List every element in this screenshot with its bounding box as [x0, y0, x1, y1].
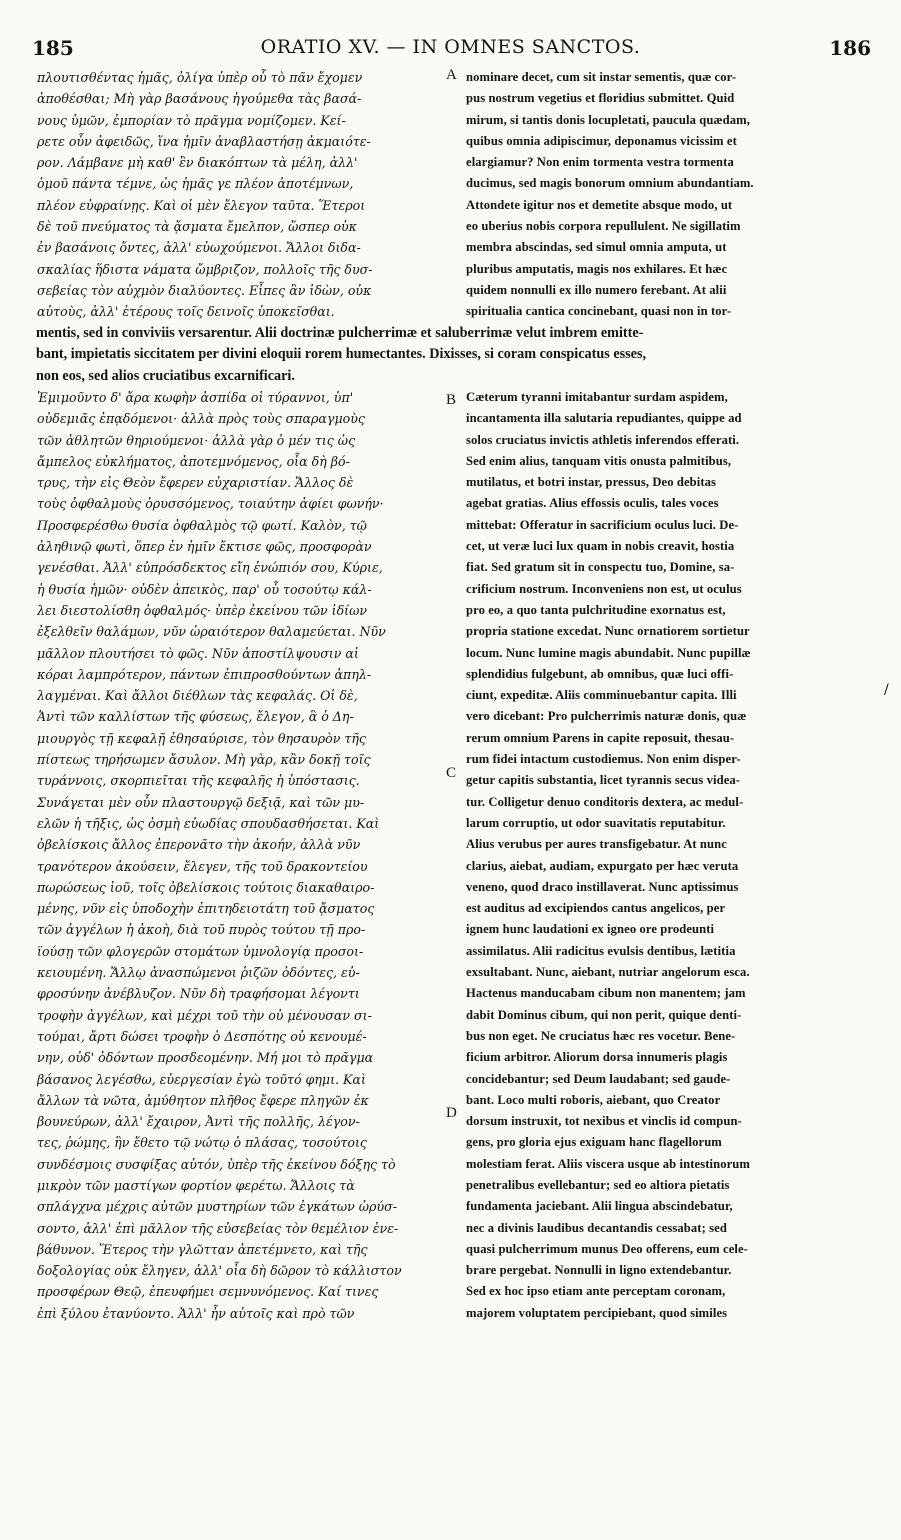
greek-text-line: ἡ θυσία ἡμῶν· οὐδὲν ἀπεικὸς, παρ' οὗ τοσούτῳ κάλ-: [37, 581, 372, 597]
greek-text-line: τυράννοις, σκορπιεῖται τῆς κεφαλῆς ἡ ὑπόστασις.: [37, 773, 360, 789]
greek-text-line: νους ὑμῶν, ἐμπορίαν τὸ πρᾶγμα νομίζομεν. Κεί-: [37, 112, 346, 128]
latin-text-line: brare pergebat. Nonnulli in ligno extendebantur.: [466, 1263, 732, 1278]
greek-text-line: λαγμέναι. Καὶ ἄλλοι διέθλων τὰς κεφαλάς. Οἱ δὲ,: [37, 688, 358, 704]
greek-text-line: κειουμένη. Ἄλλῳ ἀνασπώμενοι ῥιζῶν ὀδόντες, εὐ-: [37, 965, 360, 981]
greek-text-line: Συνάγεται μὲν οὖν πλαστουργῷ δεξιᾷ, καὶ τῶν μυ-: [37, 794, 365, 810]
latin-text-line: fundamenta jaciebant. Alii lingua abscindebatur,: [466, 1199, 733, 1214]
latin-text-line: gens, pro gloria ejus exiguam hanc flagellorum: [466, 1135, 722, 1150]
latin-text-line: penetralibus evellebantur; sed eo altiora pietatis: [466, 1177, 730, 1192]
latin-text-line: bant. Loco multi roboris, aiebant, quo Creator: [466, 1092, 721, 1107]
greek-text-line: ἐν βασάνοις ὄντες, ἀλλ' εὐωχούμενοι. Ἄλλοι διδα-: [37, 240, 361, 256]
greek-text-line: προσφέρων Θεῷ, ἐπευφήμει σεμνυνόμενος. Καί τινες: [37, 1284, 379, 1300]
greek-text-line: φροσύνην ἀνέβλυζον. Νῦν δὴ τραφήσομαι λέγοντι: [37, 986, 360, 1002]
latin-text-line: pus nostrum vegetius et floridius submittet. Quid: [466, 91, 735, 106]
greek-text-line: τοὺς ὀφθαλμοὺς ὀρυσσόμενος, τοιαύτην ἀφίει φωνήν·: [37, 496, 384, 512]
greek-text-line: αὐτοὺς, ἀλλ' ἑτέρους τοῖς δεινοῖς ὑποκεῖσθαι.: [37, 304, 335, 320]
latin-text-line: mittebat: Offeratur in sacrificium oculus luci. De-: [466, 517, 739, 532]
greek-text-line: πίστεως τηρήσωμεν ἄσυλον. Μὴ γὰρ, κἂν δοκῇ τοῖς: [37, 752, 371, 768]
greek-text-line: δὲ τοῦ πνεύματος τὰ ᾄσματα ἔμελπον, ὥσπερ οὐκ: [37, 219, 357, 235]
greek-text-line: μᾶλλον πλουτήσει τὸ φῶς. Νῦν ἀποστίλψουσιν αἱ: [37, 645, 359, 661]
greek-text-line: βάσανος λεγέσθω, εὐεργεσίαν ἐγὼ τοῦτό φημι. Καὶ: [37, 1071, 366, 1087]
greek-text-line: σπλάγχνα μέχρις αὐτῶν μυστηρίων τῶν ἐγκάτων ὠρύσ-: [37, 1199, 397, 1215]
page-header: [0, 36, 901, 62]
full-width-text-line: mentis, sed in conviviis versarentur. Alii doctrinæ pulcherrimæ et saluberrimæ velut imbrem emitte-: [36, 325, 644, 341]
greek-text-line: οὐδεμιᾶς ἐπᾳδόμενοι· ἀλλὰ πρὸς τοὺς σπαραγμοὺς: [37, 411, 365, 427]
full-width-latin-lines: [36, 323, 866, 387]
section-marker-a: A: [446, 67, 457, 83]
greek-text-line: Προσφερέσθω θυσία ὀφθαλμὸς τῷ φωτί. Καλὸν, τῷ: [37, 517, 367, 533]
latin-text-line: propria statione excedat. Nunc ornatiorem sortietur: [466, 624, 750, 639]
latin-text-line: Alius verubus per aures transfigebatur. At nunc: [466, 837, 727, 852]
section-marker-b: B: [446, 392, 457, 408]
latin-column-section-2: [466, 387, 868, 1324]
latin-text-line: Cæterum tyranni imitabantur surdam aspidem,: [466, 390, 728, 404]
latin-text-line: locum. Nunc lumine magis abundabit. Nunc pupillæ: [466, 645, 751, 660]
section-marker-d: D: [446, 1105, 457, 1121]
greek-text-line: ἐπὶ ξύλου ἐτανύοντο. Ἀλλ' ἦν αὐτοῖς καὶ πρὸ τῶν: [37, 1305, 355, 1321]
greek-text-line: μιουργὸς τῇ κεφαλῇ ἐθησαύρισε, τὸν θησαυρὸν τῆς: [37, 730, 366, 746]
latin-text-line: Attondete igitur nos et demetite absque modo, ut: [466, 197, 733, 212]
greek-text-line: ρετε οὖν ἀφειδῶς, ἵνα ἡμῖν ἀναβλαστήσῃ ἀκμαιότε-: [37, 133, 371, 149]
greek-text-line: ὁμοῦ πάντα τέμνε, ὡς ἡμᾶς γε πλέον ἀποτέμνων,: [37, 176, 354, 192]
greek-text-line: πλέον εὐφραίνῃς. Καὶ οἱ μὲν ἔλεγον ταῦτα. Ἕτεροι: [37, 197, 366, 213]
greek-column-section-1: [37, 67, 459, 323]
greek-text-line: βάθυνον. Ἕτερος τὴν γλῶτταν ἀπετέμνετο, καὶ τῆς: [37, 1241, 368, 1257]
greek-text-line: ὀβελίσκοις ἄλλος ἐπερονᾶτο τὴν ἀκοήν, ἀλλὰ νῦν: [37, 837, 361, 853]
greek-text-line: λει διεστολίσθη ὀφθαλμός· ὑπὲρ ἐκείνου τῶν ἰδίων: [37, 602, 368, 618]
greek-text-line: τες, ῥώμης, ἣν ἔθετο τῷ νώτῳ ὁ πλάσας, τοσούτοις: [37, 1135, 367, 1151]
latin-text-line: getur capitis substantia, licet tyrannis secus videa-: [466, 773, 741, 788]
greek-text-line: συνδέσμοις συσφίξας αὐτόν, ὑπὲρ τῆς ἐκείνου δόξης τὸ: [37, 1156, 396, 1172]
latin-text-line: nec a divinis laudibus decantandis cessabat; sed: [466, 1220, 727, 1235]
latin-text-line: ciunt, expeditæ. Aliis comminuebantur capita. Illi: [466, 688, 737, 703]
greek-text-line: μικρὸν τῶν μαστίγων φορτίον φερέτω. Ἄλλοις τὰ: [37, 1177, 355, 1193]
latin-text-line: vero dicebant: Pro pulcherrimis naturæ donis, quæ: [466, 709, 747, 724]
latin-text-line: molestiam ferat. Aliis viscera usque ab intestinorum: [466, 1156, 750, 1171]
greek-column-section-2: [37, 387, 459, 1324]
latin-text-line: Hactenus manducabam cibum non manentem; jam: [466, 986, 746, 1001]
margin-stray-mark: /: [884, 682, 889, 698]
greek-text-line: βουνεύρων, ἀλλ' ἔχαιρον, Ἀντὶ τῆς πολλῆς, λέγον-: [37, 1114, 360, 1130]
latin-text-line: cet, ut veræ luci lux quam in nobis creavit, hostia: [466, 539, 735, 554]
latin-text-line: bus non eget. Ne cruciatus hæc res vocetur. Bene-: [466, 1028, 736, 1043]
greek-text-line: τρυς, τὴν εἰς Θεὸν ἔφερεν εὐχαριστίαν. Ἄλλος δὲ: [37, 475, 354, 491]
latin-text-line: agebat gratias. Alius effossis oculis, tales voces: [466, 496, 719, 511]
greek-text-line: σκαλίας ἥδιστα νάματα ὤμβριζον, πολλοῖς τῆς δυσ-: [37, 261, 373, 277]
greek-text-line: πωρώσεως ἰοῦ, τοῖς ὀβελίσκοις τούτοις διακαθαιρο-: [37, 879, 375, 895]
latin-text-line: ducimus, sed magis bonorum omnium abundantiam.: [466, 176, 754, 191]
latin-text-line: quidem nonnulli ex illo numero ferebant. At alii: [466, 282, 727, 297]
greek-text-line: πλουτισθέντας ἡμᾶς, ὀλίγα ὑπὲρ οὗ τὸ πᾶν ἔχομεν: [37, 70, 363, 85]
latin-text-line: tur. Colligetur denuo conditoris dextera, ac medul-: [466, 794, 744, 809]
latin-text-line: rerum omnium Parens in capite reposuit, thesau-: [466, 730, 735, 745]
latin-text-line: Sed enim alius, tanquam vitis onusta palmitibus,: [466, 453, 732, 468]
greek-text-line: Ἐμιμοῦντο δ' ἄρα κωφὴν ἀσπίδα οἱ τύραννοι, ὑπ': [37, 390, 354, 405]
latin-text-line: larum corruptio, ut odor suavitatis reputabitur.: [466, 815, 726, 830]
greek-text-line: τούμαι, ἄρτι δώσει τροφὴν ὁ Δεσπότης οὐ κενουμέ-: [37, 1028, 367, 1044]
latin-text-line: solos cruciatus invictis athletis inferendos efferati.: [466, 432, 740, 447]
latin-text-line: fiat. Sed gratum sit in conspectu tuo, Domine, sa-: [466, 560, 735, 575]
greek-text-line: δοξολογίας οὐκ ἔληγεν, ἀλλ' οἷα δὴ δῶρον τὸ κάλλιστον: [37, 1263, 402, 1279]
latin-text-line: elargiamur? Non enim tormenta vestra tormenta: [466, 155, 734, 170]
latin-text-line: pluribus amputatis, magis nos exhilares. Et hæc: [466, 261, 728, 276]
greek-text-line: ἀληθινῷ φωτὶ, ὅπερ ἐν ἡμῖν ἔκτισε φῶς, προσφορὰν: [37, 539, 372, 555]
greek-text-line: γενέσθαι. Ἀλλ' εὐπρόσδεκτος εἴη ἐνώπιόν σου, Κύριε,: [37, 560, 383, 576]
latin-text-line: nominare decet, cum sit instar sementis, quæ cor-: [466, 70, 737, 84]
full-width-text-line: non eos, sed alios cruciatibus excarnificari.: [36, 367, 295, 384]
latin-text-line: clarius, aiebat, audiam, expurgato per hæc veruta: [466, 858, 739, 873]
latin-text-line: spiritualia cantica concinebant, quasi non in tor-: [466, 304, 732, 319]
full-width-text-line: bant, impietatis siccitatem per divini eloquii rorem humectantes. Dixisses, si coram conspicatus esses,: [36, 346, 647, 363]
latin-text-line: dorsum instruxit, tot nexibus et vinclis id compun-: [466, 1114, 742, 1129]
greek-text-line: ρον. Λάμβανε μὴ καθ' ἓν διακόπτων τὰ μέλη, ἀλλ': [37, 155, 358, 171]
latin-text-line: rum fidei intactum custodiemus. Non enim disper-: [466, 752, 741, 767]
greek-text-line: ϊούσῃ τῶν φλογερῶν στομάτων ὑμνολογίᾳ προσοι-: [37, 943, 364, 959]
greek-text-line: τῶν ἀθλητῶν θηριούμενοι· ἀλλὰ γὰρ ὁ μέν τις ὡς: [37, 432, 356, 448]
latin-text-line: majorem voluptatem percipiebant, quod similes: [466, 1305, 728, 1320]
greek-text-line: ἄμπελος εὐκλήματος, ἀποτεμνόμενος, οἷα δὴ βό-: [37, 453, 350, 469]
latin-text-line: ficium arbitror. Aliorum dorsa innumeris plagis: [466, 1050, 728, 1065]
latin-text-line: dabit Dominus cibum, qui non perit, quique denti-: [466, 1007, 742, 1022]
greek-text-line: ελῶν ἡ τῆξις, ὡς ὀσμὴ εὐωδίας σπουδασθήσεται. Καὶ: [37, 815, 380, 831]
latin-text-line: est auditus ad excipiendos cantus angelicos, per: [466, 901, 726, 916]
latin-text-line: pro eo, a quo tanta pulchritudine exornatus est,: [466, 602, 726, 617]
greek-text-line: σεβείας τὸν αὐχμὸν διαλύοντες. Εἶπες ἂν ἰδὼν, οὐκ: [37, 282, 372, 298]
latin-text-line: mirum, si tantis donis locupletati, paucula quædam,: [466, 112, 750, 127]
latin-text-line: ignem hunc laudationi ex igneo ore prodeunti: [466, 922, 715, 937]
page-number-left: 185: [32, 36, 74, 60]
latin-column-section-1: [466, 67, 868, 323]
latin-text-line: veneno, quod draco instillaverat. Nunc aptissimus: [466, 879, 739, 894]
greek-text-line: τῶν ἀγγέλων ἡ ἀκοὴ, διὰ τοῦ πυρὸς τούτου τῇ προ-: [37, 922, 366, 938]
greek-text-line: νην, οὐδ' ὀδόντων προσδεομένην. Μή μοι τὸ πρᾶγμα: [37, 1050, 374, 1066]
latin-text-line: eo uberius nobis corpora repullulent. Ne sigillatim: [466, 219, 741, 234]
latin-text-line: concidebantur; sed Deum laudabant; sed gaude-: [466, 1071, 731, 1086]
greek-text-line: ἀποθέσθαι; Μὴ γὰρ βασάνους ἡγούμεθα τὰς βασά-: [37, 91, 362, 107]
greek-text-line: κόραι λαμπρότερον, πάντων ἐπιπροσθούντων ἀπηλ-: [37, 666, 372, 682]
greek-text-line: τρανότερον ἀκούσειν, ἔλεγεν, τῆς τοῦ δρακοντείου: [37, 858, 368, 874]
greek-text-line: σοντο, ἀλλ' ἐπὶ μᾶλλον τῆς εὐσεβείας τὸν θεμέλιον ἐνε-: [37, 1220, 399, 1236]
latin-text-line: Sed ex hoc ipso etiam ante perceptam coronam,: [466, 1284, 726, 1299]
latin-text-line: incantamenta illa salutaria repudiantes, quippe ad: [466, 411, 742, 426]
page-number-right: 186: [829, 36, 871, 60]
latin-text-line: splendidius fulgebunt, ab omnibus, quæ luci offi-: [466, 666, 734, 681]
greek-text-line: Ἀντὶ τῶν καλλίστων τῆς φύσεως, ἔλεγον, ἃ ὁ Δη-: [37, 709, 354, 725]
latin-text-line: assimilatus. Alii radicitus evulsis dentibus, lætitia: [466, 943, 736, 958]
latin-text-line: quasi pulcherrimum munus Deo offerens, eum cele-: [466, 1241, 748, 1256]
latin-text-line: crificium nostrum. Inconveniens non est, ut oculus: [466, 581, 742, 596]
greek-text-line: μένης, νῦν εἰς ὑποδοχὴν ἐπιτηδειοτάτη τοῦ ᾄσματος: [37, 901, 375, 917]
latin-text-line: membra abscindas, sed simul omnia amputa, ut: [466, 240, 727, 255]
greek-text-line: ἄλλων τὰ νῶτα, ἀμύθητον πλῆθος ἔφερε πληγῶν ἐκ: [37, 1092, 369, 1108]
section-marker-c: C: [446, 765, 457, 781]
latin-text-line: quibus omnia adipiscimur, deponamus vicissim et: [466, 133, 737, 148]
latin-text-line: exsultabant. Nunc, aiebant, nutriar angelorum esca.: [466, 965, 750, 980]
greek-text-line: ἐξελθεῖν θαλάμων, νῦν ὡραιότερον θαλαμεύεται. Νῦν: [37, 624, 386, 640]
running-title: ORATIO XV. — IN OMNES SANCTOS.: [260, 36, 641, 58]
greek-text-line: τροφὴν ἀγγέλων, καὶ μέχρι τοῦ τὴν οὐ μένουσαν σι-: [37, 1007, 372, 1023]
latin-text-line: mutilatus, et botri instar, pressus, Deo debitas: [466, 475, 717, 490]
